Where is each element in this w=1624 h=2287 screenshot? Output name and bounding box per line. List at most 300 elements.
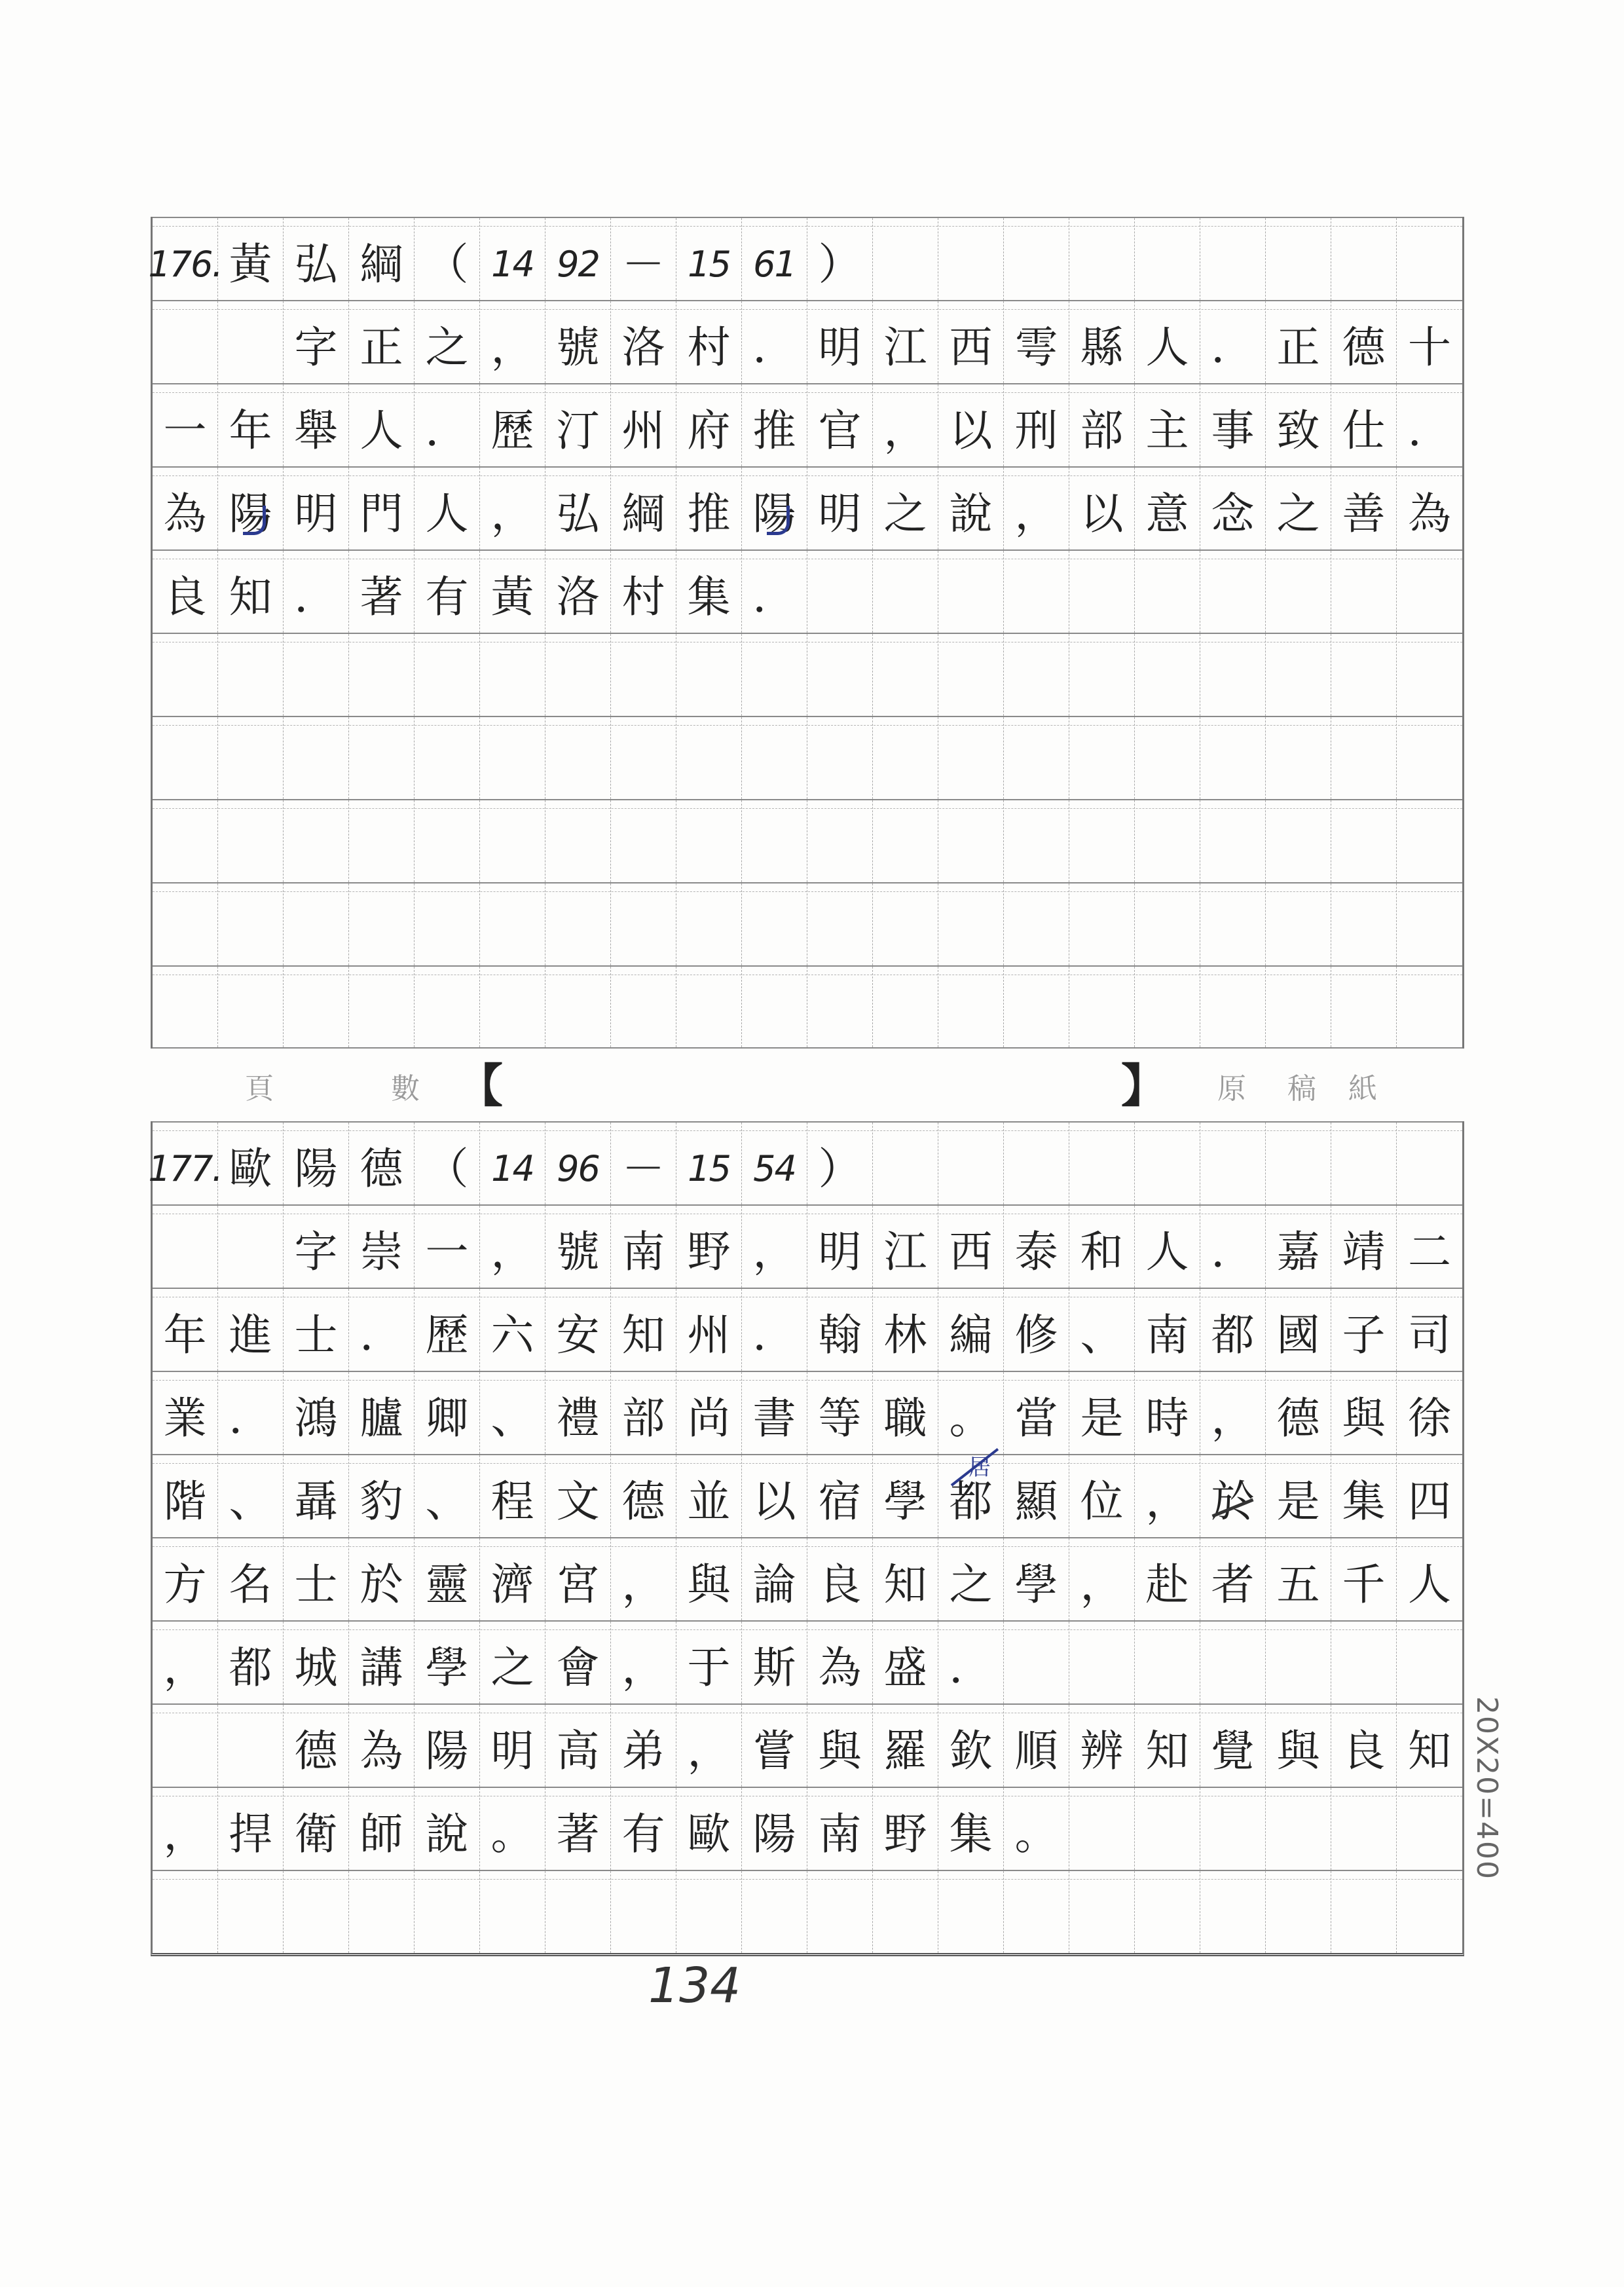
grid-cell	[545, 1871, 611, 1953]
handwritten-char: 汀	[556, 405, 600, 456]
handwritten-char: 都	[1211, 1309, 1255, 1360]
grid-cell	[1004, 551, 1069, 633]
grid-cell	[938, 1622, 1004, 1703]
handwritten-char: 人	[1145, 1226, 1189, 1277]
handwritten-char: 之	[949, 1559, 993, 1610]
grid-cell	[1397, 967, 1462, 1047]
handwritten-char: 士	[294, 1309, 338, 1360]
grid-cell	[873, 1788, 938, 1870]
handwritten-char: 位	[1080, 1476, 1124, 1527]
paper-spec-label: 20X20=400	[1470, 1696, 1504, 1880]
handwritten-char: 並	[687, 1476, 731, 1527]
grid-cell	[480, 1372, 545, 1454]
grid-cell	[1004, 634, 1069, 716]
handwritten-char: 弟	[621, 1725, 665, 1776]
grid-cell	[1004, 1622, 1069, 1703]
grid-cell	[1069, 717, 1135, 799]
handwritten-char: 著	[360, 571, 403, 622]
grid-cell	[676, 551, 742, 633]
grid-cell	[676, 967, 742, 1047]
grid-cell	[1200, 1123, 1266, 1204]
grid-cell	[611, 1289, 676, 1371]
handwritten-char: 南	[621, 1226, 665, 1277]
grid-cell	[284, 717, 349, 799]
grid-cell	[349, 1538, 415, 1620]
grid-cell	[611, 1705, 676, 1787]
grid-cell	[1266, 1788, 1331, 1870]
grid-cell	[676, 634, 742, 716]
grid-cell	[218, 551, 284, 633]
handwritten-char: 江	[883, 322, 927, 373]
grid-cell	[873, 1372, 938, 1454]
grid-cell	[1069, 468, 1135, 549]
grid-cell	[545, 967, 611, 1047]
handwritten-char: 官	[818, 405, 862, 456]
handwritten-char: 南	[818, 1808, 862, 1859]
grid-cell	[415, 551, 480, 633]
grid-cell	[480, 1455, 545, 1537]
grid-cell	[415, 1871, 480, 1953]
grid-cell	[1331, 1455, 1397, 1537]
grid-cell	[545, 883, 611, 965]
grid-cell	[873, 883, 938, 965]
grid-cell	[218, 384, 284, 466]
grid-cell	[148, 1123, 222, 1204]
handwritten-char: 知	[883, 1559, 927, 1610]
handwritten-char: 泰	[1014, 1226, 1058, 1277]
grid-cell	[1069, 1622, 1135, 1703]
grid-cell	[153, 1705, 218, 1787]
grid-cell	[1200, 1372, 1266, 1454]
handwritten-char: 濟	[490, 1559, 534, 1610]
grid-cell	[1004, 1871, 1069, 1953]
grid-row	[153, 882, 1462, 965]
handwritten-char: 推	[752, 405, 796, 456]
grid-cell	[153, 634, 218, 716]
handwritten-char: 有	[425, 571, 469, 622]
grid-cell	[1331, 1871, 1397, 1953]
handwritten-char: 歷	[490, 405, 534, 456]
handwritten-char: 一	[425, 1226, 469, 1277]
grid-cell	[1200, 800, 1266, 882]
handwritten-char: ，	[1080, 1559, 1124, 1610]
handwritten-char: 學	[425, 1642, 469, 1693]
grid-cell	[1397, 800, 1462, 882]
grid-cell	[611, 1372, 676, 1454]
grid-row	[148, 1121, 1462, 1204]
grid-cell	[1397, 634, 1462, 716]
handwritten-char: 之	[1276, 488, 1320, 539]
grid-cell	[1200, 218, 1266, 300]
grid-row	[153, 549, 1462, 633]
grid-cell	[611, 1455, 676, 1537]
grid-cell	[807, 551, 873, 633]
handwritten-char: 西	[949, 322, 993, 373]
handwritten-char: 為	[163, 488, 207, 539]
handwritten-char: 學	[1014, 1559, 1058, 1610]
handwritten-char: 卿	[425, 1392, 469, 1443]
handwritten-char: ．	[294, 571, 338, 622]
grid-cell	[153, 1372, 218, 1454]
handwritten-char: 歷	[425, 1309, 469, 1360]
grid-cell	[1266, 1705, 1331, 1787]
handwritten-char: 都	[229, 1642, 272, 1693]
grid-cell	[218, 717, 284, 799]
handwritten-char: 村	[687, 322, 731, 373]
grid-cell	[873, 1455, 938, 1537]
grid-cell	[1266, 1455, 1331, 1537]
handwritten-char: 安	[556, 1309, 600, 1360]
grid-cell	[938, 218, 1004, 300]
grid-cell	[1331, 634, 1397, 716]
handwritten-char: 54	[753, 1147, 796, 1189]
handwritten-char: 十	[1408, 322, 1451, 373]
grid-cell	[938, 468, 1004, 549]
handwritten-char: 順	[1014, 1725, 1058, 1776]
grid-cell	[284, 551, 349, 633]
handwritten-char: 于	[687, 1642, 731, 1693]
handwritten-char: 尚	[687, 1392, 731, 1443]
grid-top-half	[148, 217, 1464, 1049]
grid-cell	[480, 1123, 545, 1204]
handwritten-char: 千	[1342, 1559, 1386, 1610]
grid-cell	[284, 1622, 349, 1703]
grid-row	[153, 383, 1462, 466]
grid-cell	[415, 1455, 480, 1537]
grid-cell	[742, 1871, 807, 1953]
grid-cell	[480, 384, 545, 466]
grid-cell	[742, 218, 807, 300]
handwritten-char: ，	[621, 1559, 665, 1610]
grid-cell	[415, 1206, 480, 1288]
grid-cell	[218, 301, 284, 383]
grid-cell	[545, 468, 611, 549]
grid-cell	[480, 1705, 545, 1787]
grid-cell	[1397, 1871, 1462, 1953]
grid-cell	[1069, 1372, 1135, 1454]
handwritten-char: 177.	[148, 1147, 222, 1189]
handwritten-char: 業	[163, 1392, 207, 1443]
handwritten-char: 西	[949, 1226, 993, 1277]
handwritten-char: 六	[490, 1309, 534, 1360]
grid-cell	[218, 1455, 284, 1537]
grid-cell	[938, 883, 1004, 965]
handwritten-char: 修	[1014, 1309, 1058, 1360]
grid-cell	[742, 1289, 807, 1371]
grid-cell	[349, 1206, 415, 1288]
grid-cell	[153, 384, 218, 466]
grid-cell	[1266, 551, 1331, 633]
grid-cell	[1331, 1372, 1397, 1454]
grid-cell	[218, 1705, 284, 1787]
grid-cell	[611, 1622, 676, 1703]
grid-row	[153, 1787, 1462, 1870]
grid-cell	[1004, 1206, 1069, 1288]
grid-cell	[807, 1705, 873, 1787]
grid-cell	[873, 468, 938, 549]
grid-cell	[480, 634, 545, 716]
grid-cell	[1331, 551, 1397, 633]
handwritten-char: 明	[818, 1226, 862, 1277]
handwritten-char: 是	[1276, 1476, 1320, 1527]
grid-cell	[284, 384, 349, 466]
handwritten-char: 和	[1080, 1226, 1124, 1277]
handwritten-char: 雩	[1014, 322, 1058, 373]
handwritten-char: 豹	[360, 1476, 403, 1527]
handwritten-char: 正	[1276, 322, 1320, 373]
grid-cell	[153, 883, 218, 965]
grid-cell	[807, 218, 873, 300]
handwritten-char: 說	[425, 1808, 469, 1859]
grid-cell	[742, 551, 807, 633]
grid-cell	[1069, 1705, 1135, 1787]
grid-cell	[1200, 551, 1266, 633]
grid-cell	[349, 800, 415, 882]
handwritten-char: ．	[752, 322, 796, 373]
grid-cell	[742, 800, 807, 882]
grid-cell	[873, 1538, 938, 1620]
grid-cell	[676, 1788, 742, 1870]
handwritten-char: 主	[1145, 405, 1189, 456]
handwritten-char: 辨	[1080, 1725, 1124, 1776]
handwritten-char: 年	[229, 405, 272, 456]
grid-row	[153, 716, 1462, 799]
grid-cell	[1135, 1372, 1200, 1454]
correction-char: 居	[969, 1455, 991, 1481]
grid-cell	[1331, 1206, 1397, 1288]
handwritten-char: 臚	[360, 1392, 403, 1443]
grid-cell	[349, 301, 415, 383]
grid-cell	[415, 218, 480, 300]
handwritten-char: 陽	[294, 1143, 338, 1194]
grid-cell	[349, 717, 415, 799]
handwritten-char: 名	[229, 1559, 272, 1610]
grid-cell	[807, 634, 873, 716]
grid-cell	[676, 1455, 742, 1537]
handwritten-char: 黃	[490, 571, 534, 622]
handwritten-char: 176.	[148, 243, 222, 285]
grid-cell	[1069, 1289, 1135, 1371]
grid-cell	[284, 1206, 349, 1288]
grid-cell	[349, 634, 415, 716]
grid-cell	[153, 1289, 218, 1371]
grid-cell	[1266, 468, 1331, 549]
grid-cell	[611, 883, 676, 965]
handwritten-char: 衛	[294, 1808, 338, 1859]
grid-cell	[1266, 1622, 1331, 1703]
grid-cell	[807, 384, 873, 466]
handwritten-char: 四	[1408, 1476, 1451, 1527]
handwritten-char: 集	[949, 1808, 993, 1859]
handwritten-char: 洛	[556, 571, 600, 622]
handwritten-char: 翰	[818, 1309, 862, 1360]
grid-cell	[148, 218, 222, 300]
handwritten-char: 德	[360, 1143, 403, 1194]
grid-cell	[218, 1206, 284, 1288]
handwritten-char: 推	[687, 488, 731, 539]
handwritten-char: ．	[1211, 1226, 1255, 1277]
handwritten-char: 林	[883, 1309, 927, 1360]
grid-cell	[1004, 717, 1069, 799]
grid-row	[153, 1204, 1462, 1288]
grid-cell	[545, 1705, 611, 1787]
grid-cell	[1331, 1123, 1397, 1204]
grid-cell	[742, 384, 807, 466]
grid-cell	[1266, 1289, 1331, 1371]
grid-cell	[349, 1372, 415, 1454]
grid-cell	[349, 967, 415, 1047]
close-bracket: 】	[1121, 1059, 1167, 1113]
handwritten-char: 人	[425, 488, 469, 539]
grid-cell	[480, 967, 545, 1047]
grid-cell	[1069, 301, 1135, 383]
handwritten-char: ，	[490, 322, 534, 373]
grid-cell	[349, 1788, 415, 1870]
grid-cell	[153, 301, 218, 383]
handwritten-char: 知	[1408, 1725, 1451, 1776]
handwritten-char: 書	[752, 1392, 796, 1443]
grid-cell	[1200, 1788, 1266, 1870]
grid-cell	[611, 384, 676, 466]
handwritten-char: 正	[360, 322, 403, 373]
grid-cell	[676, 1871, 742, 1953]
grid-cell	[1397, 384, 1462, 466]
grid-cell	[873, 717, 938, 799]
grid-cell	[1200, 717, 1266, 799]
grid-cell	[284, 1123, 349, 1204]
handwritten-char: 、	[229, 1476, 272, 1527]
grid-cell	[284, 800, 349, 882]
grid-cell	[1397, 1705, 1462, 1787]
handwritten-char: 致	[1276, 405, 1320, 456]
grid-cell	[1069, 384, 1135, 466]
handwritten-char: 以	[1080, 488, 1124, 539]
grid-cell	[284, 1372, 349, 1454]
grid-cell	[742, 1788, 807, 1870]
handwritten-char: ，	[163, 1808, 207, 1859]
grid-cell	[1004, 1788, 1069, 1870]
grid-cell	[938, 384, 1004, 466]
grid-cell	[218, 1538, 284, 1620]
grid-cell	[742, 301, 807, 383]
grid-cell	[676, 1705, 742, 1787]
grid-cell	[415, 1538, 480, 1620]
handwritten-char: 捍	[229, 1808, 272, 1859]
grid-row	[153, 300, 1462, 383]
handwritten-char: 。	[490, 1808, 534, 1859]
grid-cell	[284, 1871, 349, 1953]
handwritten-char: 徐	[1408, 1392, 1451, 1443]
grid-cell	[1266, 301, 1331, 383]
handwritten-char: 盛	[883, 1642, 927, 1693]
handwritten-char: 都	[949, 1476, 993, 1527]
grid-cell	[676, 800, 742, 882]
handwritten-char: 宿	[818, 1476, 862, 1527]
handwritten-char: 時	[1145, 1392, 1189, 1443]
grid-cell	[218, 1289, 284, 1371]
handwritten-char: 崇	[360, 1226, 403, 1277]
handwritten-char: 黃	[229, 238, 272, 289]
grid-cell	[153, 967, 218, 1047]
handwritten-char: 號	[556, 1226, 600, 1277]
grid-cell	[676, 384, 742, 466]
grid-cell	[742, 967, 807, 1047]
grid-cell	[1135, 1123, 1200, 1204]
handwritten-char: 顯	[1014, 1476, 1058, 1527]
handwritten-char: 念	[1211, 488, 1255, 539]
grid-cell	[807, 967, 873, 1047]
grid-cell	[873, 1206, 938, 1288]
grid-cell	[284, 218, 349, 300]
grid-cell	[480, 1622, 545, 1703]
grid-cell	[873, 1871, 938, 1953]
handwritten-char: 赴	[1145, 1559, 1189, 1610]
grid-cell	[1004, 1289, 1069, 1371]
grid-cell	[480, 218, 545, 300]
grid-cell	[545, 717, 611, 799]
handwritten-char: 集	[687, 571, 731, 622]
grid-cell	[807, 717, 873, 799]
grid-cell	[545, 1206, 611, 1288]
grid-cell	[349, 468, 415, 549]
grid-cell	[1200, 1455, 1266, 1537]
grid-cell	[938, 1871, 1004, 1953]
grid-cell	[415, 634, 480, 716]
grid-cell	[284, 301, 349, 383]
paper-label-char: 紙	[1348, 1072, 1377, 1106]
grid-cell	[807, 800, 873, 882]
handwritten-char: 一	[163, 405, 207, 456]
grid-cell	[545, 218, 611, 300]
handwritten-char: 部	[1080, 405, 1124, 456]
handwritten-char: 會	[556, 1642, 600, 1693]
grid-cell	[1397, 551, 1462, 633]
grid-cell	[938, 717, 1004, 799]
grid-cell	[349, 883, 415, 965]
grid-cell	[938, 551, 1004, 633]
grid-cell	[1004, 800, 1069, 882]
grid-cell	[349, 1871, 415, 1953]
grid-cell	[349, 1705, 415, 1787]
handwritten-char: －	[621, 238, 665, 289]
grid-cell	[611, 634, 676, 716]
handwritten-char: ，	[1145, 1476, 1189, 1527]
grid-cell	[807, 1123, 873, 1204]
open-bracket: 【	[457, 1059, 503, 1113]
handwritten-char: 於	[360, 1559, 403, 1610]
grid-cell	[1004, 1372, 1069, 1454]
handwritten-char: 嘗	[752, 1725, 796, 1776]
grid-cell	[1135, 1705, 1200, 1787]
grid-cell	[1331, 1705, 1397, 1787]
handwritten-char: 進	[229, 1309, 272, 1360]
grid-cell	[1266, 1538, 1331, 1620]
grid-cell	[676, 1538, 742, 1620]
grid-cell	[349, 551, 415, 633]
grid-cell	[1069, 218, 1135, 300]
grid-cell	[1069, 1123, 1135, 1204]
handwritten-char: （	[425, 1143, 469, 1194]
grid-cell	[1397, 1788, 1462, 1870]
grid-cell	[1266, 1871, 1331, 1953]
handwritten-char: 人	[1408, 1559, 1451, 1610]
grid-cell	[742, 1622, 807, 1703]
grid-cell	[1135, 1455, 1200, 1537]
grid-cell	[938, 634, 1004, 716]
grid-cell	[415, 1622, 480, 1703]
handwritten-char: 江	[883, 1226, 927, 1277]
grid-cell	[1004, 1455, 1069, 1537]
